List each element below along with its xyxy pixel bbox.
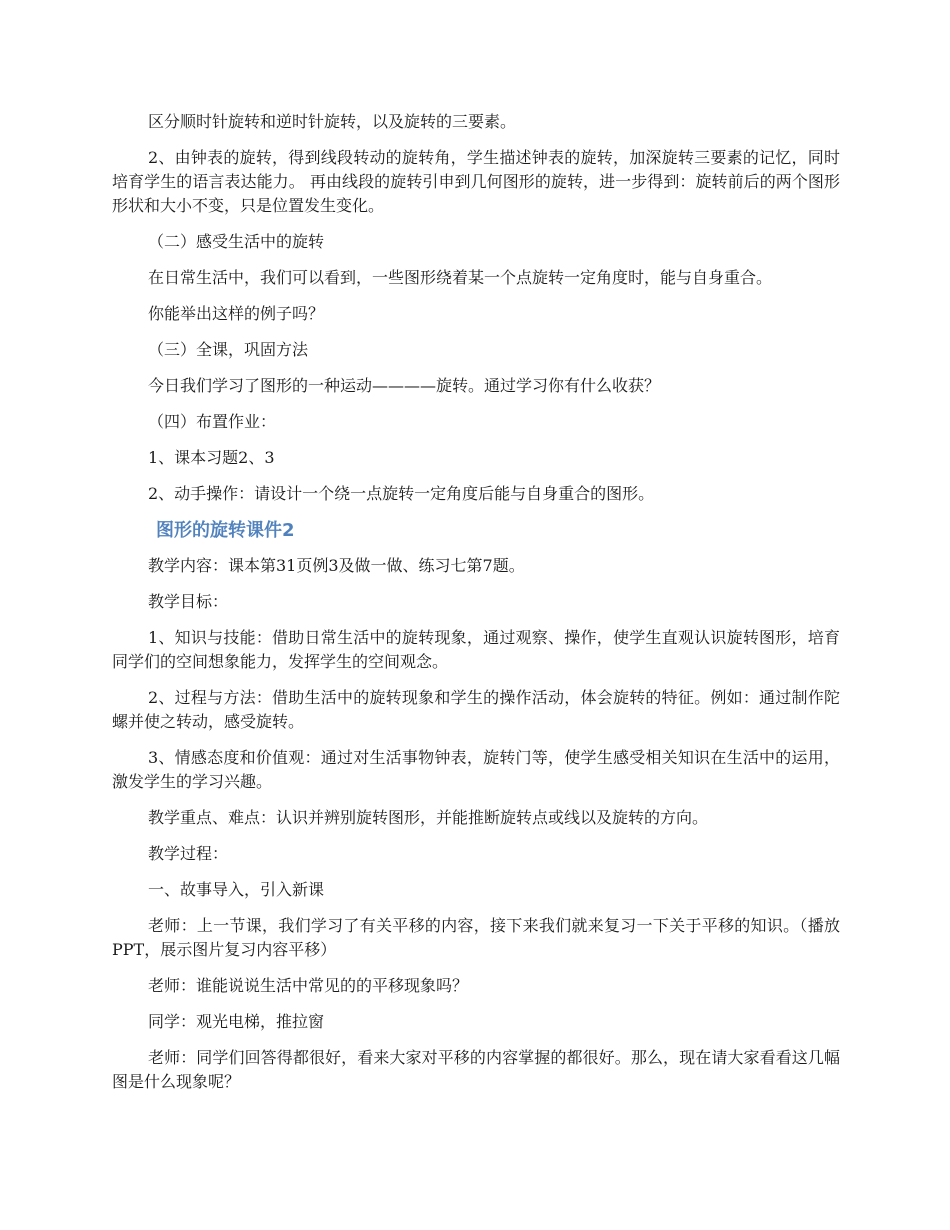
list-item: 1、课本习题2、3 (148, 448, 275, 467)
section-title: （三）全课，巩固方法 (148, 340, 309, 359)
paragraph: 区分顺时针旋转和逆时针旋转，以及旋转的三要素。 (148, 112, 517, 131)
section-title: （四）布置作业： (148, 412, 277, 431)
section-title: 一、故事导入，引入新课 (148, 880, 325, 899)
paragraph: 2、由钟表的旋转，得到线段转动的旋转角，学生描述钟表的旋转，加深旋转三要素的记忆，同时培育学生的语言表达能力。 再由线段的旋转引申到几何图形的旋转，进一步得到：旋转前后的两个图形形状和大小不变，只是位置发生变化。 (112, 148, 840, 215)
dialogue-line: 老师：同学们回答得都很好，看来大家对平移的内容掌握的都很好。那么，现在请大家看看这几幅图是什么现象呢？ (112, 1048, 840, 1091)
paragraph: 你能举出这样的例子吗？ (148, 304, 325, 323)
list-item: 2、动手操作：请设计一个绕一点旋转一定角度后能与自身重合的图形。 (148, 484, 655, 503)
section-title: （二）感受生活中的旋转 (148, 232, 325, 251)
document-body (112, 110, 840, 1106)
section-title: 教学目标： (148, 592, 229, 611)
paragraph: 教学内容：课本第31页例3及做一做、练习七第7题。 (148, 556, 525, 575)
paragraph: 教学重点、难点：认识并辨别旋转图形，并能推断旋转点或线以及旋转的方向。 (148, 808, 709, 827)
document-heading: 图形的旋转课件2 (156, 520, 295, 541)
dialogue-line: 同学：观光电梯，推拉窗 (148, 1012, 325, 1031)
dialogue-line: 老师：谁能说说生活中常见的的平移现象吗？ (148, 976, 469, 995)
paragraph: 今日我们学习了图形的一种运动————旋转。通过学习你有什么收获？ (148, 376, 661, 395)
list-item: 2、过程与方法：借助生活中的旋转现象和学生的操作活动，体会旋转的特征。例如：通过制作陀螺并使之转动，感受旋转。 (112, 688, 840, 731)
list-item: 3、情感态度和价值观：通过对生活事物钟表，旋转门等，使学生感受相关知识在生活中的运用，激发学生的学习兴趣。 (112, 748, 840, 791)
list-item: 1、知识与技能：借助日常生活中的旋转现象，通过观察、操作，使学生直观认识旋转图形，培育同学们的空间想象能力，发挥学生的空间观念。 (112, 628, 840, 671)
dialogue-line: 老师：上一节课，我们学习了有关平移的内容，接下来我们就来复习一下关于平移的知识。（播放PPT，展示图片复习内容平移） (112, 916, 840, 959)
section-title: 教学过程： (148, 844, 229, 863)
paragraph: 在日常生活中，我们可以看到，一些图形绕着某一个点旋转一定角度时，能与自身重合。 (148, 268, 773, 287)
